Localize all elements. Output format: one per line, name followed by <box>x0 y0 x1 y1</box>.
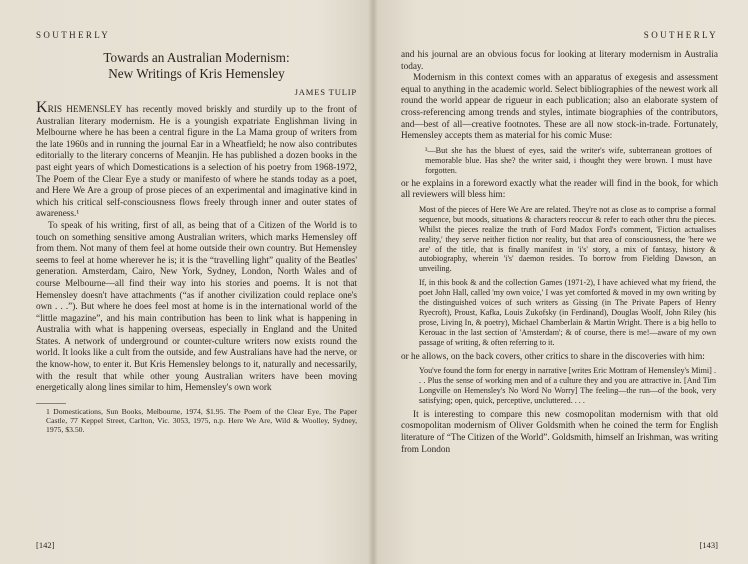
article-title <box>36 50 357 81</box>
paragraph-1-text: RIS HEMENSLEY has recently moved briskly and sturdily up to the front of Australian literary modernism. He is a youngish expatriate Englishman living in Melbourne where he has been a central figure in the La Mama group of writers from the late 1960s and in running the journal Ear in a Wheatfield; he now also contributes editorially to the literary concerns of Meanjin. He has published a dozen books in the past eight years of which Domestications is a selection of his poetry from 1968-1972, The Poem of the Clear Eye a study or manifesto of where he stands today as a poet, and Here We Are a group of prose pieces of an experimental and imaginative kind in which his critical self-consciousness flows freely through inner and outer states of awareness.¹ <box>36 105 357 220</box>
book-gutter <box>368 0 378 564</box>
paragraph-1 <box>36 99 357 221</box>
right-page <box>373 0 748 564</box>
running-head-right: SOUTHERLY <box>643 30 718 40</box>
author-name: JAMES TULIP <box>294 87 357 97</box>
paragraph-modernism: Modernism in this context comes with an apparatus of exegesis and assessment equal to anything in the academic world. Select bibliographies of the newest work all round the world appear de rigueur in each publication; also an elaborate system of cross-referencing among trends and styles, intimate biographies of the contributors, and—best of all—creative footnotes. These are all now stock-in-trade. Fortunately, Hemensley accepts them as material for his comic Muse: <box>401 73 718 142</box>
page-number-right: [143] <box>699 540 718 550</box>
footnote: 1 Domestications, Sun Books, Melbourne, 1974, $1.95. The Poem of the Clear Eye, The Paper Castle, 77 Keppel Street, Carlton, Vic. 3053, 1975, n.p. Here We Are, Wild & Woolley, Sydney, 1975, $3.50. <box>46 406 357 435</box>
page-number-left: [142] <box>36 540 55 550</box>
running-head-left: SOUTHERLY <box>36 30 111 40</box>
title-line-2: New Writings of Kris Hemensley <box>108 65 285 81</box>
block-quote-3: You've found the form for energy in narrative [writes Eric Mottram of Hemensley's Mimi] . . . Plus the sense of working men and of a culture they and you are attractive in. [And Tim Longville on Hemensley's No Word No Worry] The feeling—the run—of the book, very satisfying; open, quick, perceptive, uncluttered. . . . <box>419 366 716 405</box>
footnote-divider <box>36 403 66 404</box>
block-quote-2: If, in this book & and the collection Games (1971-2), I have achieved what my friend, the poet John Hall, called 'my own voice,' I was yet comforted & moved in my own writing by the distinguished voices of such writers as Gissing (in The Private Papers of Henry Ryecroft), Proust, Kafka, Louis Zukofsky (in Ferdinand), Douglas Woolf, John Riley (his prose, Living In, & poetry), Michael Chamberlain & Martin Wright. There is a big hello to Kerouac in the last section of 'Amsterdam'; & of course, there is me!—aware of my own passage of writing, & often referring to it. <box>419 278 716 347</box>
drop-cap: K <box>36 99 48 116</box>
quoted-footnote: ³—But she has the bluest of eyes, said the writer's wife, subterranean grottoes of memorable blue. Has she? the writer said, i thought they were brown. I must have forgotten. <box>425 145 712 175</box>
title-line-1: Towards an Australian Modernism: <box>103 50 290 65</box>
paragraph-back-covers: or he allows, on the back covers, other critics to share in the discoveries with him: <box>401 351 705 362</box>
block-quote-1: Most of the pieces of Here We Are are related. They're not as close as to comprise a formal sequence, but moods, situations & characters reoccur & refer to each other thru the pieces. Whilst the pieces realize the truth of Ford Madox Ford's comment, 'Fiction actualises reality,' they serve neither fiction nor reality, but that area of consciousness, the 'here we are' of the title, that is finally manifest in 'i's' story, a mix of fantasy, history & autobiography, wherein 'i's' daemon resides. To borrow from Fielding Dawson, an unveiling. <box>419 204 716 274</box>
paragraph-foreword: or he explains in a foreword exactly what the reader will find in the book, for which all reviewers will bless him: <box>401 178 718 201</box>
left-page <box>0 0 373 564</box>
paragraph-continued: and his journal are an obvious focus for looking at literary modernism in Australia today. <box>401 50 718 72</box>
paragraph-2: To speak of his writing, first of all, as being that of a Citizen of the World is to touch on something sensitive among Australian writers, which marks Hemensley off from them. Not many of them feel at home outside their own country. But Hemensley seems to feel at home wherever he is; it is the “travelling light” quality of the Beatles' generation. Amsterdam, Cairo, New York, Sydney, London, North Wales and of course Melbourne—all find their way into his stories and poems. It is not that Hemensley doesn't have attachments (“as if another civilization could replace one's own . . .”). But where he does feel most at home is in the international world of the “little magazine”, and his main contribution has been to link what is happening in Australia with what is happening overseas, especially in England and the United States. A network of underground or counter-culture writers now exists round the world. It looks like a cult from the outside, and few Australians have had the nerve, or the know-how, to enter it. But Kris Hemensley belongs to it, naturally and necessarily, with the result that while other young Australian writers have been moving energetically along lines similar to him, Hemensley's own work <box>36 220 357 394</box>
paragraph-compare: It is interesting to compare this new cosmopolitan modernism with that old cosmopolitan modernism of Oliver Goldsmith when he coined the term for English literature of “The Citizen of the World”. Goldsmith, himself an Irishman, was writing from London <box>401 409 718 455</box>
